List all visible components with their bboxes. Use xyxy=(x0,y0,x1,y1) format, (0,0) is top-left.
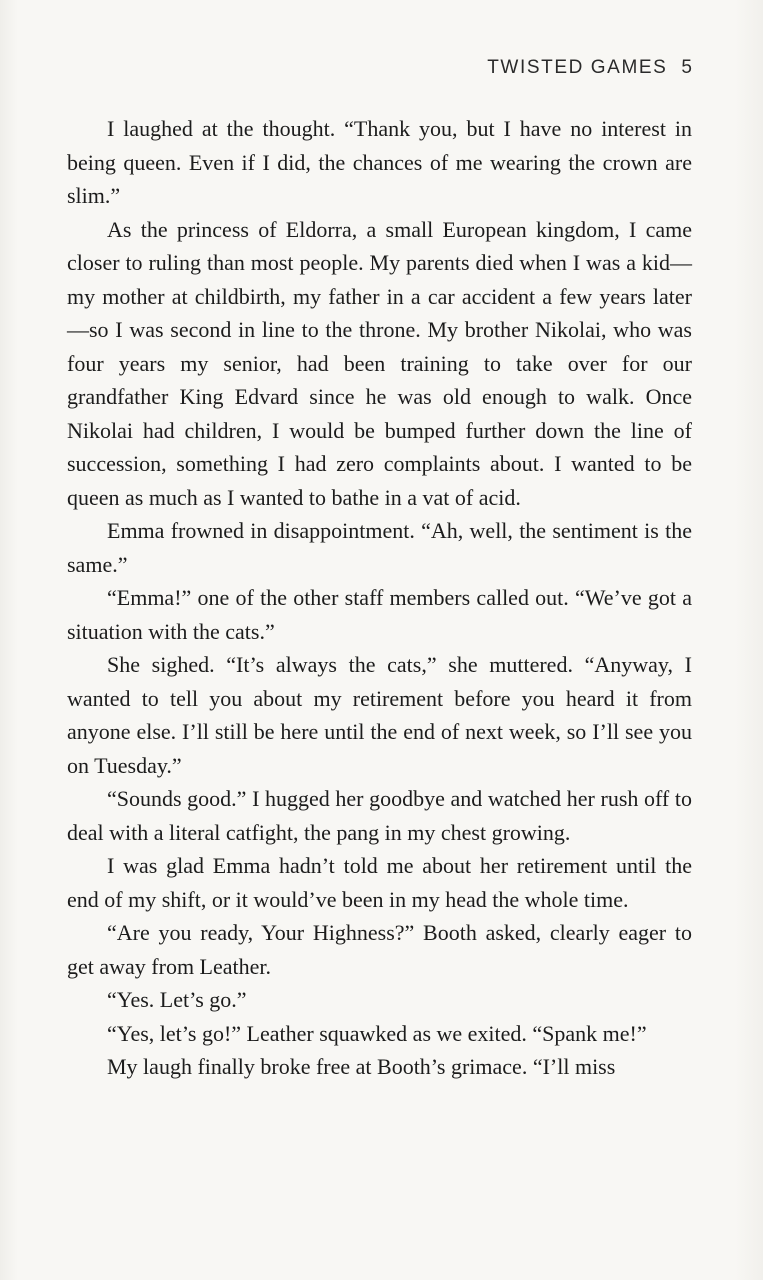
paragraph: I laughed at the thought. “Thank you, but I have no interest in being queen. Even if I did, the chances of me wearing the crown are slim.” xyxy=(67,116,692,208)
paragraph: “Yes. Let’s go.” xyxy=(107,987,247,1012)
body-text xyxy=(67,112,692,1084)
running-header xyxy=(487,57,692,79)
paragraph: I was glad Emma hadn’t told me about her retirement until the end of my shift, or it would’ve been in my head the whole time. xyxy=(67,853,692,912)
page-number: 5 xyxy=(681,57,692,78)
paragraph: “Yes, let’s go!” Leather squawked as we exited. “Spank me!” xyxy=(107,1020,647,1046)
book-title: TWISTED GAMES xyxy=(487,57,668,78)
paragraph: “Are you ready, Your Highness?” Booth asked, clearly eager to get away from Leather. xyxy=(67,920,692,979)
paragraph: “Emma!” one of the other staff members called out. “We’ve got a situation with the cats.” xyxy=(67,585,692,644)
paragraph: “Sounds good.” I hugged her goodbye and watched her rush off to deal with a literal catfight, the pang in my chest growing. xyxy=(67,786,692,845)
paragraph: As the princess of Eldorra, a small European kingdom, I came closer to ruling than most people. My parents died when I was a kid—my mother at childbirth, my father in a car accident a few years later—so I was second in line to the throne. My brother Nikolai, who was four years my senior, had been training to take over for our grandfather King Edvard since he was old enough to walk. Once Nikolai had children, I would be bumped further down the line of succession, something I had zero complaints about. I wanted to be queen as much as I wanted to bathe in a vat of acid. xyxy=(67,216,692,510)
paragraph: Emma frowned in disappointment. “Ah, well, the sentiment is the same.” xyxy=(67,518,692,577)
paragraph: My laugh finally broke free at Booth’s grimace. “I’ll miss xyxy=(107,1054,616,1079)
paragraph: She sighed. “It’s always the cats,” she muttered. “Anyway, I wanted to tell you about my retirement before you heard it from anyone else. I’ll still be here until the end of next week, so I’ll see you on Tuesday.” xyxy=(67,652,692,778)
